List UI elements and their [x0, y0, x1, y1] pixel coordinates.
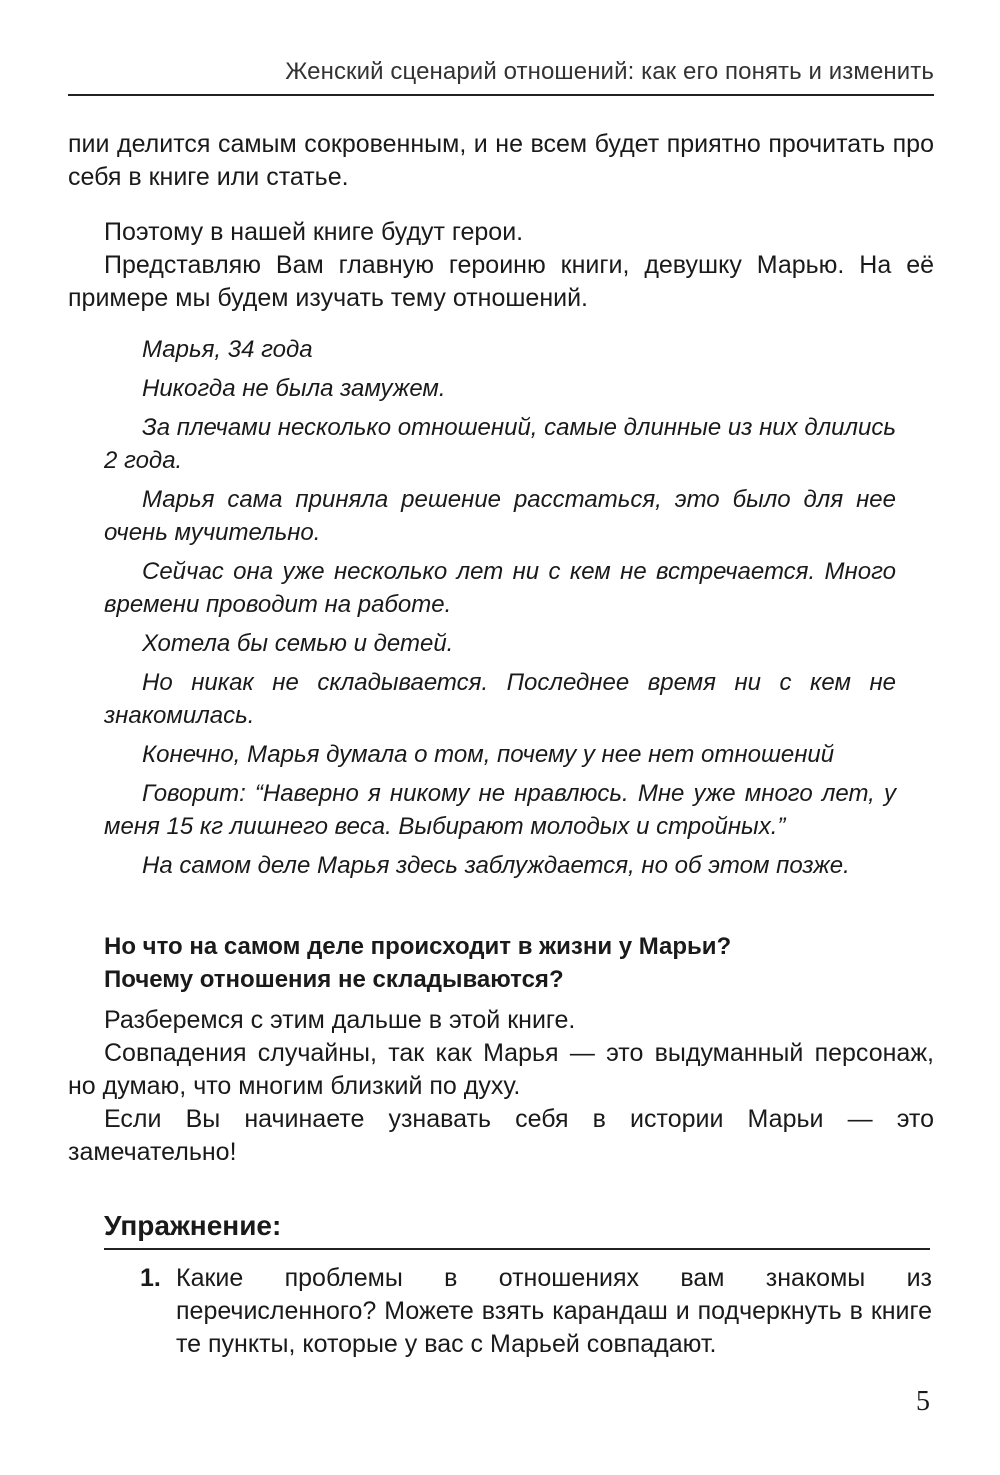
profile-line: Сейчас она уже несколько лет ни с кем не встречается. Много времени проводит на работе.	[104, 558, 896, 618]
body-paragraph-3: Если Вы начинаете узнавать себя в истории Марьи — это замечательно!	[68, 1105, 934, 1166]
question-1: Но что на самом деле происходит в жизни у Марьи?	[104, 933, 732, 960]
key-questions	[104, 930, 904, 996]
intro-paragraphs	[68, 216, 934, 315]
profile-line: Марья сама приняла решение расстаться, это было для нее очень мучительно.	[104, 486, 896, 546]
intro-paragraph-2: Представляю Вам главную героиню книги, девушку Марью. На её примере мы будем изучать тему отношений.	[68, 251, 934, 312]
profile-line: Марья, 34 года	[142, 336, 313, 363]
profile-line: Но никак не складывается. Последнее время ни с кем не знакомилась.	[104, 669, 896, 729]
question-2: Почему отношения не складываются?	[104, 966, 564, 993]
profile-line: На самом деле Марья здесь заблуждается, но об этом позже.	[142, 852, 850, 879]
running-header: Женский сценарий отношений: как его понять и изменить	[68, 58, 934, 96]
profile-line: Никогда не была замужем.	[142, 375, 446, 402]
profile-line: Говорит: “Наверно я никому не нравлюсь. Мне уже много лет, у меня 15 кг лишнего веса. Выбирают молодых и стройных.”	[104, 780, 896, 840]
profile-line: Хотела бы семью и детей.	[142, 630, 454, 657]
continuation-paragraph: пии делится самым сокровенным, и не всем будет приятно прочитать про себя в книге или статье.	[68, 130, 934, 191]
body-paragraph-1: Разберемся с этим дальше в этой книге.	[104, 1006, 576, 1034]
exercise-item-text: Какие проблемы в отношениях вам знакомы из перечисленного? Можете взять карандаш и подчеркнуть в книге те пункты, которые у вас с Марьей совпадают.	[176, 1264, 932, 1358]
page-number: 5	[916, 1386, 930, 1417]
exercise-item-number: 1.	[140, 1264, 161, 1292]
body-paragraph-2: Совпадения случайны, так как Марья — это выдуманный персонаж, но думаю, что многим близкий по духу.	[68, 1039, 934, 1100]
profile-line: За плечами несколько отношений, самые длинные из них длились 2 года.	[104, 414, 896, 474]
exercise-item	[140, 1262, 932, 1361]
heroine-profile	[104, 333, 896, 888]
exercise-title: Упражнение:	[104, 1210, 930, 1250]
intro-block	[68, 128, 934, 194]
body-paragraphs	[68, 1004, 934, 1169]
exercise-list	[140, 1262, 932, 1361]
intro-paragraph-1: Поэтому в нашей книге будут герои.	[104, 218, 524, 246]
profile-line: Конечно, Марья думала о том, почему у нее нет отношений	[142, 741, 835, 768]
